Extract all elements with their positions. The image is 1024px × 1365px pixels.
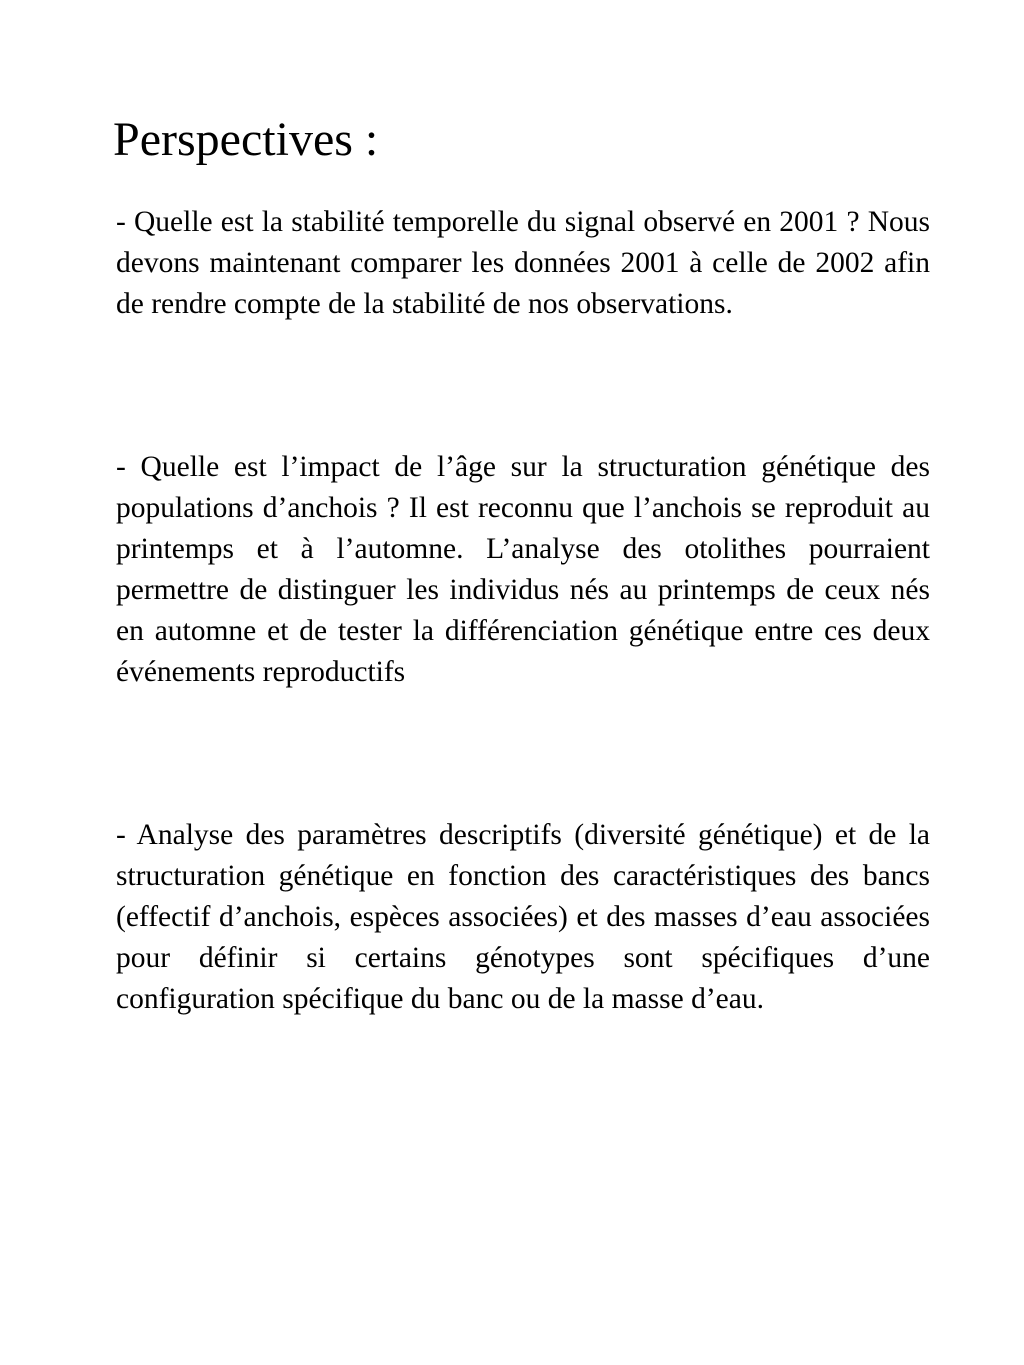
paragraph-temporal-stability: - Quelle est la stabilité temporelle du signal observé en 2001 ? Nous devons maintenant comparer les données 2001 à celle de 2002 afin de rendre compte de la stabilité de nos observations. [116, 206, 930, 320]
paragraph-descriptive-analysis: - Analyse des paramètres descriptifs (diversité génétique) et de la structuration génétique en fonction des caractéristiques des bancs (effectif d’anchois, espèces associées) et des masses d’eau associées pour définir si certains génotypes sont spécifiques d’une configuration spécifique du banc ou de la masse d’eau. [116, 819, 930, 1015]
page-title: Perspectives : [113, 113, 379, 166]
paragraph-age-impact: - Quelle est l’impact de l’âge sur la structuration génétique des populations d’anchois ? Il est reconnu que l’anchois se reproduit au printemps et à l’automne. L’analyse des otolithes pourraient permettre de distinguer les individus nés au printemps de ceux nés en automne et de tester la différenciation génétique entre ces deux événements reproductifs [116, 451, 930, 688]
